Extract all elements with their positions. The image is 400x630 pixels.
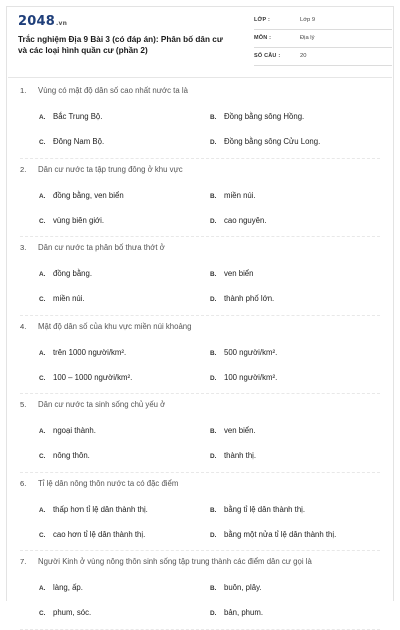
question-text: Người Kinh ở vùng nông thôn sinh sống tập trung thành các điểm dân cư gọi là	[38, 557, 312, 566]
option-text: làng, ấp.	[53, 583, 83, 592]
option-text: Đồng bằng sông Hồng.	[224, 112, 305, 121]
option-text: ven biển	[224, 269, 254, 278]
question-6	[20, 473, 380, 552]
option-text: Đồng bằng sông Cửu Long.	[224, 137, 321, 146]
meta-label: SỐ CÂU :	[254, 53, 281, 59]
question-3	[20, 237, 380, 316]
option-c[interactable]	[39, 137, 104, 146]
option-letter: C.	[39, 531, 46, 539]
meta-row-subject	[254, 32, 392, 48]
option-text: đồng bằng.	[53, 269, 93, 278]
option-letter: B.	[210, 192, 217, 200]
meta-value: Địa lý	[300, 35, 315, 41]
meta-value: Lớp 9	[300, 17, 316, 23]
option-c[interactable]	[39, 530, 145, 539]
option-d[interactable]	[210, 373, 277, 382]
option-letter: A.	[39, 192, 46, 200]
question-2	[20, 159, 380, 238]
option-c[interactable]	[39, 373, 132, 382]
option-letter: C.	[39, 610, 46, 617]
option-letter: B.	[210, 349, 217, 357]
option-text: thấp hơn tỉ lệ dân thành thị.	[53, 504, 148, 514]
option-letter: D.	[210, 531, 217, 539]
option-letter: B.	[210, 114, 217, 121]
option-d[interactable]	[210, 216, 266, 225]
question-number: 3.	[20, 243, 27, 252]
worksheet-header	[18, 14, 386, 76]
option-text: ngoại thành.	[53, 426, 96, 435]
option-text: đồng bằng, ven biển	[53, 190, 124, 200]
question-list	[20, 80, 380, 630]
option-text: bằng một nửa tỉ lệ dân thành thị.	[224, 529, 337, 539]
question-text: Tỉ lệ dân nông thôn nước ta có đặc điểm	[38, 478, 179, 488]
logo-text: 2048	[18, 14, 55, 29]
option-letter: D.	[210, 374, 217, 382]
option-a[interactable]	[39, 269, 92, 278]
option-a[interactable]	[39, 583, 83, 592]
option-letter: D.	[210, 139, 217, 146]
option-a[interactable]	[39, 348, 126, 357]
option-b[interactable]	[210, 505, 305, 514]
option-text: bản, phum.	[224, 608, 264, 617]
option-d[interactable]	[210, 451, 256, 460]
option-text: trên 1000 người/km².	[53, 347, 127, 357]
question-7	[20, 551, 380, 630]
option-letter: A.	[39, 428, 46, 435]
question-number: 7.	[20, 557, 27, 566]
option-letter: B.	[210, 271, 217, 278]
meta-row-count	[254, 50, 392, 66]
question-text: Dân cư nước ta tập trung đông ở khu vực	[38, 164, 183, 174]
option-text: buôn, plây.	[224, 583, 262, 592]
option-text: bằng tỉ lệ dân thành thị.	[224, 504, 306, 514]
question-number: 4.	[20, 321, 27, 331]
option-b[interactable]	[210, 583, 262, 592]
option-letter: C.	[39, 374, 46, 382]
option-letter: A.	[39, 349, 46, 357]
option-text: cao hơn tỉ lệ dân thành thị.	[53, 529, 146, 539]
option-d[interactable]	[210, 608, 263, 617]
option-text: cao nguyên.	[224, 215, 267, 225]
option-text: 500 người/km².	[224, 347, 278, 357]
question-number: 6.	[20, 478, 27, 488]
option-c[interactable]	[39, 294, 85, 303]
option-letter: C.	[39, 139, 46, 146]
option-text: thành phố lớn.	[224, 294, 275, 303]
option-letter: D.	[210, 296, 217, 303]
header-divider	[8, 77, 392, 78]
option-text: phum, sóc.	[53, 608, 92, 617]
option-letter: B.	[210, 428, 217, 435]
meta-panel	[254, 14, 392, 66]
option-letter: C.	[39, 217, 46, 225]
option-text: nông thôn.	[53, 451, 90, 460]
question-5	[20, 394, 380, 473]
option-text: miền núi.	[224, 190, 256, 200]
option-text: Bắc Trung Bộ.	[53, 112, 103, 121]
question-text: Dân cư nước ta sinh sống chủ yếu ở	[38, 400, 166, 409]
option-letter: B.	[210, 585, 217, 592]
question-text: Mật độ dân số của khu vực miền núi khoảng	[38, 321, 192, 331]
logo-suffix: .vn	[55, 20, 68, 27]
option-text: miền núi.	[53, 294, 85, 303]
option-c[interactable]	[39, 451, 90, 460]
meta-value: 20	[300, 53, 307, 59]
question-number: 5.	[20, 400, 27, 409]
option-text: Đông Nam Bộ.	[53, 137, 105, 146]
option-b[interactable]	[210, 426, 256, 435]
question-text: Vùng có mật độ dân số cao nhất nước ta là	[38, 86, 188, 95]
site-logo[interactable]	[18, 14, 67, 29]
option-letter: A.	[39, 271, 46, 278]
option-letter: C.	[39, 296, 46, 303]
question-number: 1.	[20, 86, 27, 95]
option-d[interactable]	[210, 137, 320, 146]
option-d[interactable]	[210, 294, 274, 303]
option-letter: C.	[39, 453, 46, 460]
option-a[interactable]	[39, 112, 102, 121]
option-letter: A.	[39, 114, 46, 121]
question-number: 2.	[20, 164, 27, 174]
option-b[interactable]	[210, 191, 256, 200]
meta-label: MÔN :	[254, 35, 272, 41]
meta-label: LỚP :	[254, 17, 270, 23]
option-c[interactable]	[39, 608, 91, 617]
question-1	[20, 80, 380, 159]
option-letter: B.	[210, 506, 217, 514]
option-a[interactable]	[39, 191, 124, 200]
option-b[interactable]	[210, 112, 304, 121]
option-letter: A.	[39, 585, 46, 592]
option-a[interactable]	[39, 426, 96, 435]
page-title: Trắc nghiệm Địa 9 Bài 3 (có đáp án): Phân bố dân cư và các loại hình quần cư (phần 2)	[18, 35, 223, 55]
option-d[interactable]	[210, 530, 336, 539]
option-letter: D.	[210, 610, 217, 617]
option-c[interactable]	[39, 216, 104, 225]
question-4	[20, 316, 380, 395]
option-text: ven biển.	[224, 426, 256, 435]
question-text: Dân cư nước ta phân bố thưa thớt ở	[38, 243, 165, 252]
option-text: 100 người/km².	[224, 372, 278, 382]
option-text: thành thị.	[224, 451, 257, 460]
option-b[interactable]	[210, 269, 253, 278]
option-b[interactable]	[210, 348, 277, 357]
option-letter: A.	[39, 506, 46, 514]
option-letter: D.	[210, 453, 217, 460]
option-text: vùng biên giới.	[53, 215, 105, 225]
option-text: 100 – 1000 người/km².	[53, 372, 133, 382]
meta-row-class	[254, 14, 392, 30]
option-a[interactable]	[39, 505, 148, 514]
option-letter: D.	[210, 217, 217, 225]
